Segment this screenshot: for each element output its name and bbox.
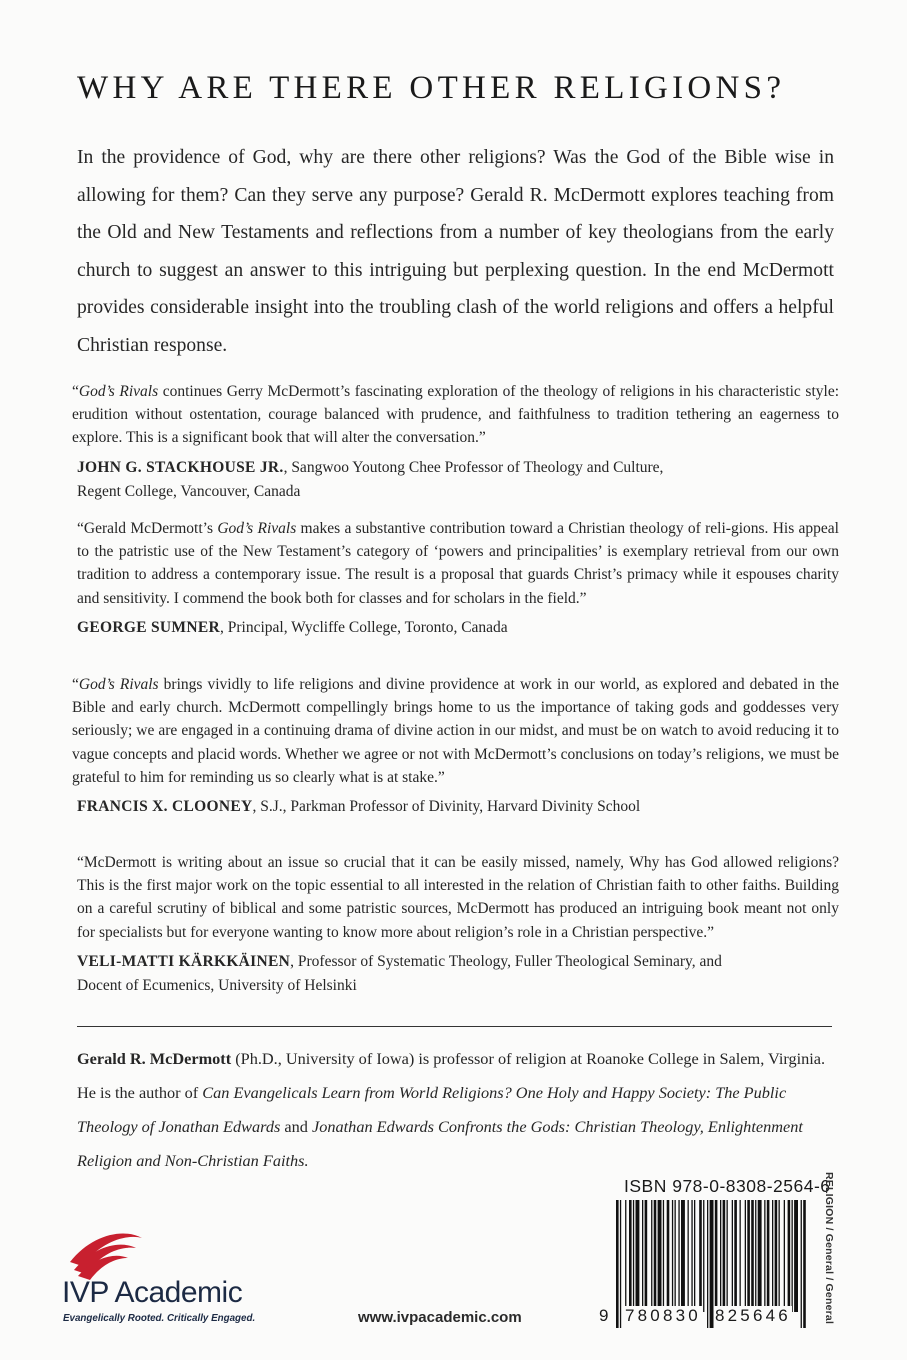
reviewer-affiliation-line2: Docent of Ecumenics, University of Helsinki [77,976,357,994]
barcode-bar [694,1200,695,1312]
barcode-bar [747,1200,750,1312]
blurb-sumner [77,517,839,640]
quote-text: brings vividly to life religions and divine providence at work in our world, as explored and debated in the Bible and early church. McDermott compellingly brings home to us the importance of taking gods and goddesses very seriously; we are engaged in a continuing drama of divine action in our midst, and must be on watch to avoid reducing it to vague concepts and placid words. Whether we agree or not with McDermott’s conclusions on today’s religions, we must be grateful to him for reminding us so clearly what is at stake.” [72,676,839,786]
bio-book-2: Jonathan Edwards Confronts the Gods: Christian Theology, Enlightenment Religion and Non-Christian Faiths. [77,1117,803,1170]
headline: WHY ARE THERE OTHER RELIGIONS? [77,70,786,106]
author-name: Gerald R. McDermott [77,1049,232,1068]
reviewer-affiliation: , Professor of Systematic Theology, Fuller Theological Seminary, and [290,952,722,970]
barcode-bar [751,1200,754,1312]
barcode-bar [710,1200,714,1328]
blurb-quote [72,380,839,450]
barcode-bar [663,1200,664,1312]
barcode-bar [732,1200,733,1312]
barcode-bar [779,1200,780,1312]
blurb-attribution [77,616,839,640]
intro-paragraph: In the providence of God, why are there other religions? Was the God of the Bible wise in allowing for them? Can they serve any purpose? Gerald R. McDermott explores teaching from the Old and New Testaments and reflections from a number of key theologians from the early church to suggest an answer to this intriguing but perplexing question. In the end McDermott provides considerable insight into the troubling clash of the world religions and offers a helpful Christian response. [77,147,834,356]
barcode-bar [792,1200,793,1312]
bio-text: (Ph.D., University of Iowa) is professor of religion at Roanoke College in Salem, Virginia. He is the author of [77,1049,826,1102]
barcode-bar [672,1200,673,1312]
quote-lead: “Gerald McDermott’s [77,520,218,537]
author-bio [77,1042,837,1178]
blurb-clooney [72,673,839,819]
reviewer-name: FRANCIS X. CLOONEY [77,798,253,816]
barcode-bar [651,1200,652,1312]
blurb-attribution [77,795,839,819]
barcode-bar [699,1200,702,1312]
barcode-bar [645,1200,648,1312]
barcode-bar [620,1200,621,1328]
barcode-bar [772,1200,773,1312]
isbn-label: ISBN 978-0-8308-2564-6 [624,1176,831,1196]
book-title: God’s Rivals [78,383,159,400]
barcode-bar [625,1200,626,1312]
barcode-bar [654,1200,657,1312]
barcode-group-2: 825646 [715,1306,791,1325]
barcode-bar [764,1200,765,1312]
blurb-quote [72,673,839,789]
barcode-bar [801,1200,802,1328]
blurb-quote [77,517,839,610]
barcode-bar [723,1200,726,1312]
barcode-bar [758,1200,762,1312]
barcode-bar [658,1200,662,1312]
reviewer-affiliation: , Principal, Wycliffe College, Toronto, Canada [219,618,508,636]
blurb-attribution [77,456,839,504]
quote-text: continues Gerry McDermott’s fascinating exploration of the theology of religions in his characteristic style: erudition without ostentation, courage balanced with prudence, and faithfulness to tradition tethering an eagerness to explore. This is a significant book that will alter the conversation.” [72,383,840,447]
blurb-quote: “McDermott is writing about an issue so crucial that it can be easily missed, namely, Why has God allowed religions? This is the first major work on the topic essential to all interested in the relation of Christian faith to other faiths. Building on a careful scrutiny of biblical and some patristic sources, McDermott has produced an intriguing book meant not only for specialists but for everyone wanting to know more about religion’s role in a Christian perspective.” [77,854,839,941]
barcode-bar [740,1200,741,1312]
barcode-bar [688,1200,689,1312]
barcode-bar [642,1200,643,1312]
barcode-bar [636,1200,640,1312]
divider-rule [77,1026,832,1027]
quote-text: makes a substantive contribution toward a Christian theology of reli-gions. His appeal to the patristic use of the New Testament’s category of ‘powers and principalities’ is exemplary retrieval from our own tradition to address a contemporary issue. The result is a proposal that guards Christ’s primacy while it espouses charity and sensitivity. I commend the book both for classes and for scholars in the field.” [77,520,839,607]
barcode-bar [803,1200,806,1328]
barcode-bar [678,1200,679,1312]
barcode-bar [703,1200,704,1312]
reviewer-name: JOHN G. STACKHOUSE JR. [77,458,284,476]
barcode-bar [788,1200,791,1312]
reviewer-name: VELI-MATTI KÄRKKÄINEN [77,952,291,970]
reviewer-affiliation: , S.J., Parkman Professor of Divinity, Harvard Divinity School [252,798,641,816]
category-label: RELIGION / General / General [823,1172,835,1325]
blurb-attribution [77,950,839,998]
barcode-lead-digit: 9 [599,1306,609,1325]
barcode-bar [734,1200,737,1312]
barcode-bar [633,1200,634,1312]
bio-and: and [280,1117,313,1136]
barcode-bar [691,1200,692,1312]
barcode-bar [681,1200,685,1312]
barcode-bar [707,1200,708,1328]
blurb-karkkainen [77,851,839,998]
barcode-bar [755,1200,756,1312]
reviewer-affiliation-line2: Regent College, Vancouver, Canada [77,482,301,500]
barcode-bar [784,1200,785,1312]
website-link[interactable]: www.ivpacademic.com [358,1309,522,1326]
barcode-bar [720,1200,721,1312]
barcode-group-1: 780830 [625,1306,701,1325]
barcode-bar [715,1200,718,1312]
book-title: God’s Rivals [78,676,159,693]
blurb-stackhouse [72,380,840,504]
open-quote: “ [72,676,79,693]
reviewer-affiliation: , Sangwoo Youtong Chee Professor of Theology and Culture, [283,458,664,476]
barcode-bar [616,1200,619,1328]
barcode-bar [794,1200,798,1312]
barcode-bar [629,1200,632,1312]
barcode-bar [775,1200,778,1312]
barcode-bar [767,1200,770,1312]
book-title: God’s Rivals [217,520,297,537]
barcode-bar [745,1200,746,1312]
open-quote: “ [72,383,79,400]
publisher-tagline: Evangelically Rooted. Critically Engaged. [63,1313,256,1324]
barcode-bar [675,1200,676,1312]
bio-book-1: Can Evangelicals Learn from World Religions? One Holy and Happy Society: The Public Theology of Jonathan Edwards [77,1083,787,1136]
barcode-bar [727,1200,728,1312]
barcode-bar [667,1200,670,1312]
reviewer-name: GEORGE SUMNER [77,618,220,636]
publisher-name: IVP Academic [62,1276,243,1309]
